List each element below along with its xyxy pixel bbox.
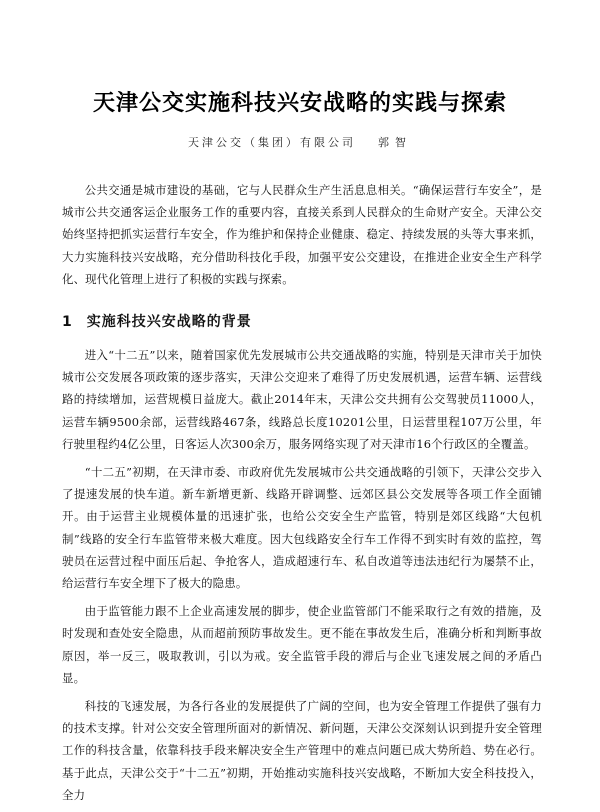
body-paragraph: “十二五”初期，在天津市委、市政府优先发展城市公共交通战略的引领下，天津公交步入了提速发展的快车道。新车新增更新、线路开辟调整、远郊区县公交发展等各项工作全面铺开。由于运营主业规模体量的迅速扩张，也给公交安全生产监管，特别是郊区线路“大包机制”线路的安全行车监管带来极大难度。因大包线路安全行车工作得不到实时有效的监控，驾驶员在运营过程中面压后起、争抢客人，造成超速行车、私自改道等违法违纪行为屡禁不止，给运营行车安全埋下了极大的隐患。 — [62, 465, 542, 591]
intro-section — [62, 179, 542, 290]
paper-title: 天津公交实施科技兴安战略的实践与探索 — [92, 91, 507, 116]
author-affiliation: 天津公交（集团）有限公司 — [188, 136, 356, 149]
section-body — [62, 344, 542, 812]
body-paragraph: 由于监管能力跟不上企业高速发展的脚步，使企业监管部门不能采取行之有效的措施，及时发现和查处安全隐患，从而超前预防事故发生。更不能在事故发生后，准确分析和判断事故原因，举一反三，吸取教训，引以为戒。安全监管手段的滞后与企业飞速发展之间的矛盾凸显。 — [62, 604, 542, 685]
author-line — [0, 134, 600, 150]
body-paragraph: 科技的飞速发展，为各行各业的发展提供了广阔的空间，也为安全管理工作提供了强有力的技术支撑。针对公交安全管理所面对的新情况、新问题，天津公交深刻认识到提升安全管理工作的科技含量，依靠科技手段来解决安全生产管理中的难点问题已成大势所趋、势在必行。基于此点，天津公交于“十二五”初期，开始推动实施科技兴安战略，不断加大安全科技投入，全力 — [62, 699, 542, 802]
section-title: 实施科技兴安战略的背景 — [86, 314, 252, 330]
section-heading — [62, 311, 252, 331]
body-paragraph: 进入“十二五”以来，随着国家优先发展城市公共交通战略的实施，特别是天津市关于加快城市公交发展各项政策的逐步落实，天津公交迎来了难得了历史发展机遇，运营车辆、运营线路的持续增加，运营规模日益庞大。截止2014年末，天津公交共拥有公交驾驶员11000人，运营车辆9500余部，运营线路467条，线路总长度10201公里，日运营里程107万公里，年行驶里程约4亿公里，日客运人次300余万，服务网络实现了对天津市16个行政区的全覆盖。 — [62, 348, 542, 451]
section-number: 1 — [62, 314, 73, 330]
author-name: 郭智 — [378, 136, 412, 149]
intro-paragraph: 公共交通是城市建设的基础，它与人民群众生产生活息息相关。“确保运营行车安全”，是城市公共交通客运企业服务工作的重要内容，直接关系到人民群众的生命财产安全。天津公交始终坚持把抓实运营行车安全，作为维护和保持企业健康、稳定、持续发展的头等大事来抓，大力实施科技兴安战略，充分借助科技化手段，加强平安公交建设，在推进企业安全生产科学化、现代化管理上进行了积极的实践与探索。 — [62, 183, 542, 286]
